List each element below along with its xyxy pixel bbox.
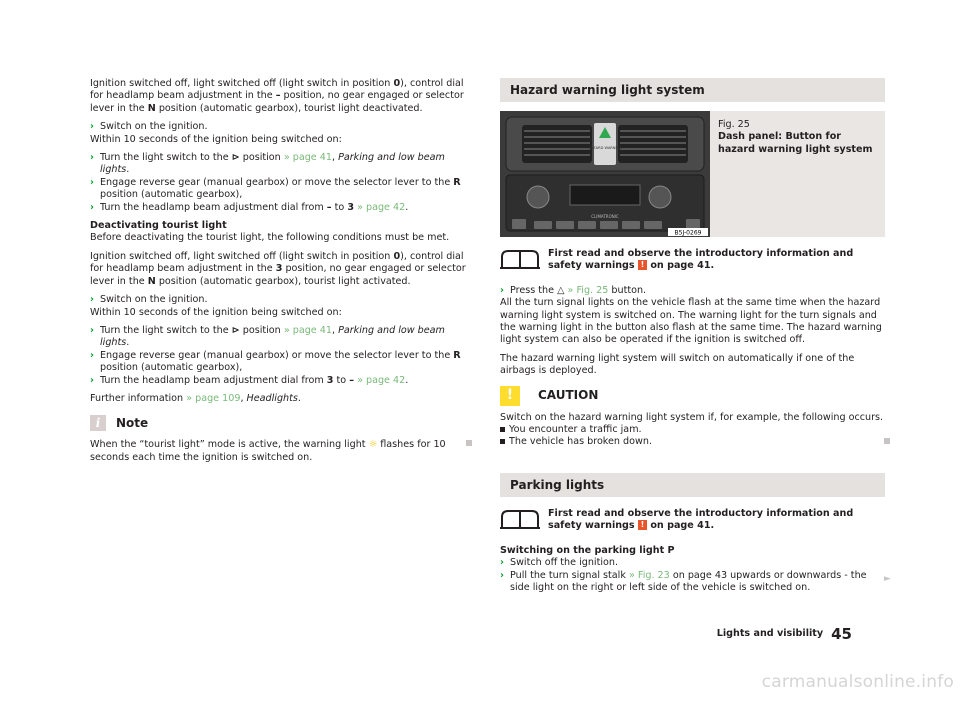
section-hazard-warning: Hazard warning light system xyxy=(500,78,885,102)
book-icon xyxy=(500,507,540,531)
step-light-switch-2: › Turn the light switch to the ⊳ position » page 41, Parking and low beam lights. xyxy=(90,324,445,349)
further-info: Further information » page 109, Headlights. xyxy=(90,392,301,404)
step-switch-on-ignition-2: › Switch on the ignition. xyxy=(90,294,208,306)
figure-25 xyxy=(500,111,885,237)
page-link[interactable]: » page 42 xyxy=(357,201,406,213)
caution-item: You encounter a traffic jam. xyxy=(500,424,885,436)
intro-conditions: Ignition switched off, light switched off (light switch in position 0), control dial for headlamp beam adjustment in the – position, no gear engaged or selector lever in the N position (automatic gearbox), tourist light deactivated. xyxy=(90,78,464,114)
caution-icon: ! xyxy=(500,386,520,406)
note-header xyxy=(90,415,474,431)
step-switch-on-ignition: › Switch on the ignition. xyxy=(90,121,208,133)
footer-section: Lights and visibility xyxy=(716,628,824,639)
end-marker xyxy=(466,440,472,446)
dash-panel-illustration xyxy=(500,111,710,237)
deactivation-steps xyxy=(90,325,474,387)
step-pull-stalk: › Pull the turn signal stalk » Fig. 23 on page 43 upwards or downwards - the side light on the right or left side of the vehicle is switched on. xyxy=(500,569,867,593)
watermark: carmanualsonline.info xyxy=(761,672,954,692)
climatronic-label: CLIMATRONIC xyxy=(591,214,619,219)
read-first-2: First read and observe the introductory information and safety warnings ! on page 41. xyxy=(500,507,885,533)
step-reverse-gear-2: › Engage reverse gear (manual gearbox) or move the selector lever to the R position (automatic gearbox), xyxy=(90,349,461,374)
warning-icon: ! xyxy=(638,520,647,530)
figure-code: B5J-0269 xyxy=(674,229,702,237)
read-first-1: First read and observe the introductory information and safety warnings ! on page 41. xyxy=(500,247,885,273)
caution-text: Switch on the hazard warning light system if, for example, the following occurs. xyxy=(500,411,884,423)
parking-light-icon: ⊳ xyxy=(231,152,240,164)
step-press-button: › Press the △ » Fig. 25 button. xyxy=(500,284,647,296)
parking-light-symbol-icon: P xyxy=(667,544,675,556)
caution-item: The vehicle has broken down. xyxy=(500,436,885,448)
step-light-switch: › Turn the light switch to the ⊳ position » page 41, Parking and low beam lights. xyxy=(90,152,445,176)
parking-light-icon: ⊳ xyxy=(231,324,240,336)
figure-caption xyxy=(710,111,885,237)
deact-conditions: Ignition switched off, light switched off (light switch in position 0), control dial for headlamp beam adjustment in the 3 position, no gear engaged or selector lever in the N position (automatic gearbox), tourist light activated. xyxy=(90,250,466,287)
note-title: Note xyxy=(116,416,149,431)
book-icon xyxy=(500,247,540,271)
dash-panel-image xyxy=(500,111,710,237)
page-link[interactable]: » page 42 xyxy=(357,374,406,386)
hazard-triangle-icon: △ xyxy=(557,284,565,296)
hazard-paragraph-2: The hazard warning light system will switch on automatically if one of the airbags is deployed. xyxy=(500,352,855,377)
figure-link[interactable]: » Fig. 25 xyxy=(567,284,609,296)
activation-steps xyxy=(90,152,474,214)
step-beam-dial-2: › Turn the headlamp beam adjustment dial from 3 to – » page 42. xyxy=(90,374,409,386)
caution-title: CAUTION xyxy=(538,388,599,403)
figure-link[interactable]: » Fig. 23 xyxy=(628,569,670,581)
warning-icon: ! xyxy=(638,260,647,270)
step-switch-off-ignition: › Switch off the ignition. xyxy=(500,557,619,569)
continue-arrow-icon: ► xyxy=(884,574,891,584)
right-column xyxy=(500,78,885,594)
caution-header xyxy=(500,386,885,406)
step-reverse-gear: › Engage reverse gear (manual gearbox) or move the selector lever to the R position (automatic gearbox), xyxy=(90,176,461,201)
page-number: 45 xyxy=(831,625,852,643)
deactivating-heading: Deactivating tourist light xyxy=(90,220,227,232)
note-text: When the “tourist light” mode is active, the warning light ☼ flashes for 10 seconds each time the ignition is switched on. xyxy=(90,439,446,463)
within-10-seconds: Within 10 seconds of the ignition being switched on: xyxy=(90,133,342,145)
deactivating-text: Before deactivating the tourist light, the following conditions must be met. xyxy=(90,232,450,244)
page-link[interactable]: » page 41 xyxy=(283,324,332,336)
figure-caption-text: Dash panel: Button for hazard warning light system xyxy=(718,131,873,155)
tourist-light-icon: ☼ xyxy=(368,439,378,451)
end-marker xyxy=(884,438,890,444)
info-icon: i xyxy=(90,415,106,431)
hazard-paragraph-1: All the turn signal lights on the vehicle flash at the same time when the hazard warning light system is switched on. The warning light for the turn signals and the warning light in the button also flash at the same time. The hazard warning light system can also be operated if the ignition is switched off. xyxy=(500,297,882,346)
step-beam-dial: › Turn the headlamp beam adjustment dial from – to 3 » page 42. xyxy=(90,201,409,213)
page-link[interactable]: » page 41 xyxy=(283,152,332,164)
within-10-seconds-2: Within 10 seconds of the ignition being switched on: xyxy=(90,306,342,318)
section-parking-lights: Parking lights xyxy=(500,473,885,497)
hazard-button-label: HAZARD WARNING xyxy=(587,146,623,150)
page-link[interactable]: » page 109 xyxy=(186,392,241,404)
page-footer xyxy=(716,625,852,643)
figure-number: Fig. 25 xyxy=(718,119,750,130)
left-column xyxy=(90,78,474,470)
parking-heading: Switching on the parking light P xyxy=(500,544,675,556)
